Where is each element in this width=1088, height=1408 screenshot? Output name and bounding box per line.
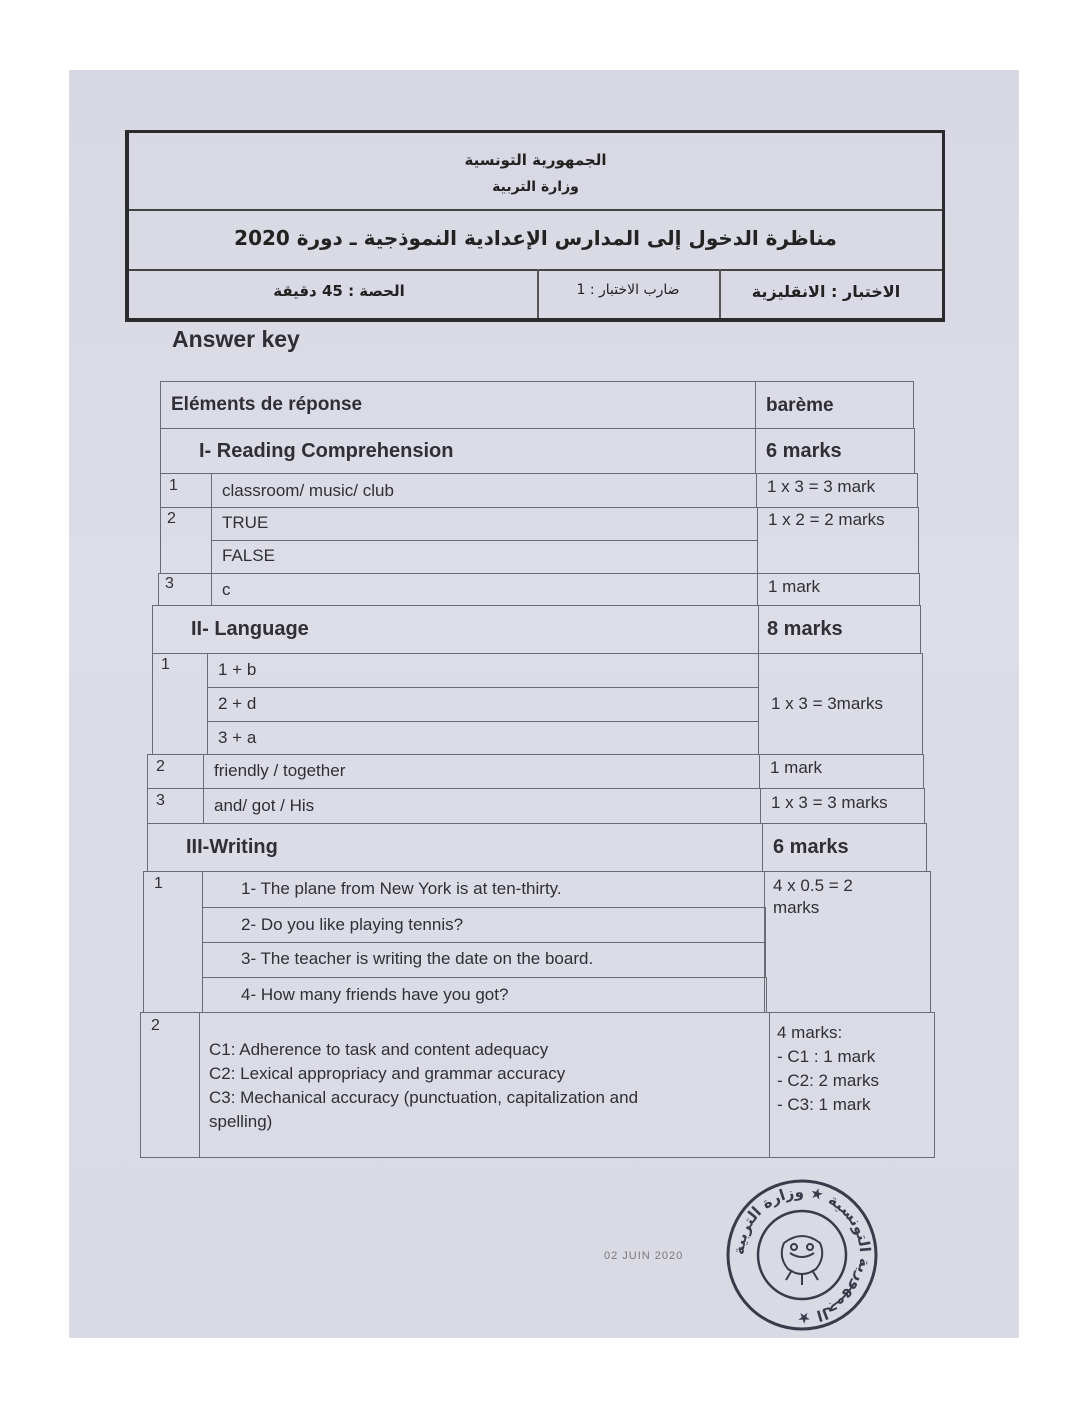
- mark-cell: [769, 1012, 935, 1158]
- criterion-text: C3: Mechanical accuracy (punctuation, capitalization and: [209, 1088, 639, 1107]
- answer-cell: [207, 653, 759, 688]
- section-marks-language-text: 8 marks: [767, 618, 843, 640]
- answer-text: 2 + d: [218, 694, 257, 713]
- answer-cell: [211, 473, 757, 508]
- question-number: 1: [169, 477, 178, 494]
- mark-text: - C3: 1 mark: [777, 1095, 871, 1114]
- mark-text: 1 x 3 = 3 mark: [767, 477, 876, 496]
- section-marks-reading-text: 6 marks: [766, 440, 842, 462]
- answer-key-title: Answer key: [172, 326, 300, 352]
- mark-text: - C2: 2 marks: [777, 1071, 880, 1090]
- answer-cell: [211, 573, 758, 606]
- seal-icon: [722, 1175, 882, 1335]
- header-cell-elements: [160, 381, 756, 429]
- question-number-cell: [140, 1012, 200, 1158]
- mark-cell: [757, 573, 920, 606]
- section-title-writing: III-Writing: [186, 836, 278, 858]
- mark-cell: [764, 871, 931, 1013]
- answer-cell: [202, 977, 767, 1013]
- answer-cell: [211, 540, 758, 574]
- answer-text: FALSE: [222, 546, 275, 565]
- mark-cell: [758, 653, 923, 755]
- mark-text: 4 marks:: [777, 1023, 843, 1042]
- question-number-cell: [152, 653, 208, 755]
- column-header-elements: Eléments de réponse: [171, 394, 363, 415]
- mark-cell: [760, 788, 925, 824]
- question-number: 3: [165, 575, 174, 592]
- answer-text: 3- The teacher is writing the date on the board.: [241, 949, 594, 968]
- question-number: 2: [156, 758, 165, 775]
- question-number-cell: [147, 788, 204, 824]
- header-row-ministry: [129, 133, 942, 211]
- answer-text: 1- The plane from New York is at ten-thirty.: [241, 879, 562, 898]
- question-number-cell: [160, 507, 212, 574]
- answer-cell: [211, 507, 758, 541]
- seal-text: الجمهورية التونسية ★ وزارة التربية ★: [729, 1182, 875, 1328]
- header-row-info: [129, 269, 942, 318]
- answer-cell: [202, 871, 765, 908]
- question-number-cell: [143, 871, 203, 1013]
- question-number: 2: [167, 510, 176, 527]
- section-marks-writing-text: 6 marks: [773, 836, 849, 858]
- section-marks-writing: [762, 823, 927, 872]
- answer-text: TRUE: [222, 513, 269, 532]
- official-seal: [722, 1175, 882, 1335]
- header-cell-bareme: [755, 381, 914, 429]
- date-stamp: 02 JUIN 2020: [604, 1250, 684, 1262]
- answer-cell: [207, 721, 759, 755]
- exam-header: [125, 130, 945, 322]
- question-number-cell: [147, 754, 204, 789]
- svg-text:الجمهورية التونسية ★ وزارة الت: [730, 1183, 874, 1327]
- section-title-reading: I- Reading Comprehension: [199, 440, 454, 462]
- duration-label: الحصة : 45 دقيقة: [273, 282, 405, 300]
- answer-text: and/ got / His: [214, 796, 315, 815]
- mark-text: 1 mark: [770, 758, 822, 777]
- ministry-label: وزارة التربية: [492, 179, 579, 195]
- question-number-cell: [160, 473, 212, 508]
- question-number: 1: [154, 875, 163, 892]
- question-number: 3: [156, 792, 165, 809]
- mark-text: 1 x 3 = 3 marks: [771, 793, 888, 812]
- section-row-writing: [147, 823, 763, 872]
- answer-text: 2- Do you like playing tennis?: [241, 915, 464, 934]
- subject-label: الاختبار : الانقليزية: [751, 282, 901, 301]
- criterion-text: C1: Adherence to task and content adequacy: [209, 1040, 549, 1059]
- criterion-text: C2: Lexical appropriacy and grammar accuracy: [209, 1064, 566, 1083]
- answer-text: 3 + a: [218, 728, 257, 747]
- header-row-title: [129, 209, 942, 271]
- mark-text: 1 mark: [768, 577, 820, 596]
- answer-cell: [203, 788, 761, 824]
- question-number: 2: [151, 1017, 160, 1034]
- answer-text: 1 + b: [218, 660, 257, 679]
- section-title-language: II- Language: [191, 618, 309, 640]
- answer-text: 4- How many friends have you got?: [241, 985, 509, 1004]
- column-header-bareme: barème: [766, 395, 834, 416]
- section-marks-language: [758, 605, 921, 654]
- republic-label: الجمهورية التونسية: [464, 151, 607, 169]
- answer-cell: [202, 907, 766, 943]
- mark-cell: [756, 473, 918, 508]
- section-row-reading: [160, 428, 756, 474]
- answer-text: c: [222, 580, 231, 599]
- section-row-language: [152, 605, 759, 654]
- criterion-text: spelling): [209, 1112, 273, 1131]
- answer-cell: [207, 687, 759, 722]
- mark-cell: [757, 507, 919, 574]
- coefficient-label: ضارب الاختبار : 1: [576, 282, 680, 298]
- question-number-cell: [158, 573, 212, 606]
- section-marks-reading: [755, 428, 915, 474]
- question-number: 1: [161, 656, 170, 673]
- answer-cell: [203, 754, 760, 789]
- mark-cell: [759, 754, 924, 789]
- mark-text: 1 x 3 = 3marks: [771, 694, 883, 713]
- answer-text: friendly / together: [214, 761, 346, 780]
- answer-cell: [202, 942, 766, 978]
- mark-text: 4 x 0.5 = 2: [773, 876, 853, 895]
- answer-text: classroom/ music/ club: [222, 481, 394, 500]
- exam-title: مناظرة الدخول إلى المدارس الإعدادية النموذجية ـ دورة 2020: [234, 226, 837, 250]
- mark-text: 1 x 2 = 2 marks: [768, 510, 885, 529]
- mark-text: marks: [773, 898, 820, 917]
- mark-text: - C1 : 1 mark: [777, 1047, 876, 1066]
- criteria-cell: [199, 1012, 770, 1158]
